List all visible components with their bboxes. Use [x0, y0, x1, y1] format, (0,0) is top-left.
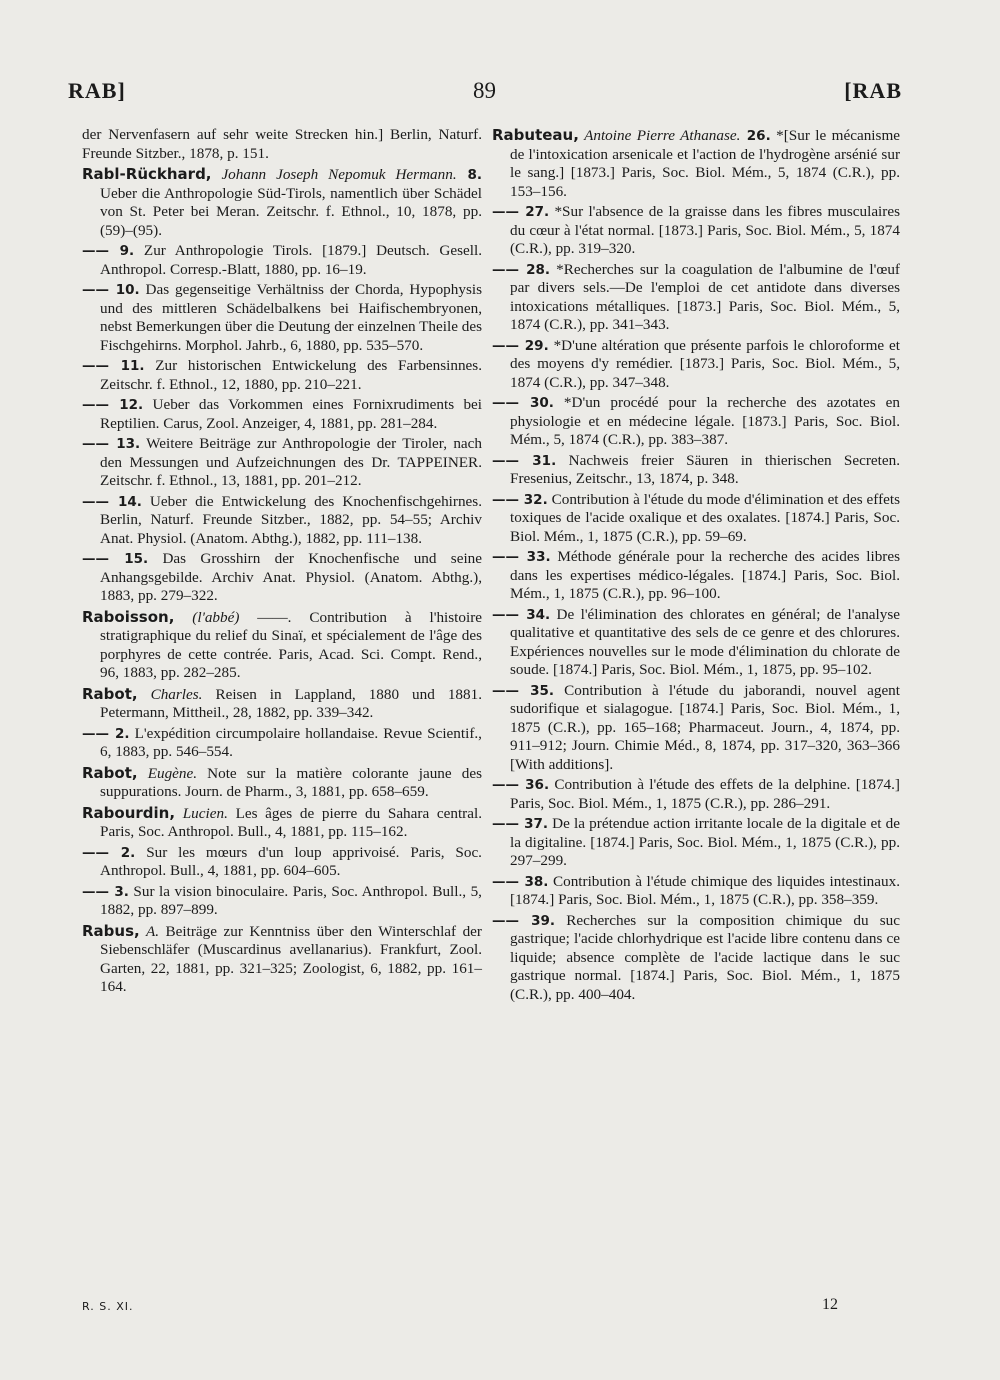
bibliography-entry — [82, 165, 482, 240]
entry-text: De la prétendue action irritante locale de la digitale et de la digitaline. [1874.] Paris, Soc. Biol. Mém., 1, 1875 (C.R.), pp. 297–299. — [510, 815, 900, 869]
entry-text: Zur historischen Entwickelung des Farbensinnes. Zeitschr. f. Ethnol., 12, 1880, pp. 210–221. — [100, 357, 482, 393]
sheet-number: 12 — [822, 1296, 838, 1313]
entry-text: Weitere Beiträge zur Anthropologie der Tiroler, nach den Messungen und Aufzeichnungen des Dr. TAPPEINER. Zeitschr. f. Ethnol., 13, 1881, pp. 201–212. — [100, 435, 482, 489]
bibliography-entry — [82, 550, 482, 606]
entry-num: —— 28. — [492, 261, 550, 278]
entry-num: —— 12. — [82, 397, 144, 413]
entry-text: Beiträge zur Kenntniss über den Winterschlaf der Siebenschläfer (Muscardinus avellanarius). Frankfurt, Zool. Garten, 22, 1881, pp. 321–325; Zoologist, 6, 1882, pp. 161–164. — [100, 922, 482, 995]
entry-text: *Sur l'absence de la graisse dans les fibres musculaires du cœur à l'état normal. [1873.] Paris, Soc. Biol. Mém., 5, 1874 (C.R.), pp. 319–320. — [510, 203, 900, 257]
entry-text: Contribution à l'étude chimique des liquides intestinaux. [1874.] Paris, Soc. Biol. Mém., 1, 1875 (C.R.), pp. 358–359. — [510, 872, 900, 908]
entry-text: *D'une altération que présente parfois le chloroforme et des moyens d'y remédier. [1873.] Paris, Soc. Biol. Mém., 5, 1874 (C.R.), pp. 347–348. — [510, 336, 900, 391]
entry-text: Sur la vision binoculaire. Paris, Soc. Anthropol. Bull., 5, 1882, pp. 897–899. — [100, 882, 482, 918]
entry-text: Ueber die Anthropologie Süd-Tirols, namentlich über Schädel von St. Peter bei Meran. Zeitschr. f. Ethnol., 10, 1878, pp. (59)–(95). — [100, 184, 482, 239]
entry-num: —— 3. — [82, 883, 129, 900]
bibliography-entry — [492, 261, 900, 335]
entry-num: —— 10. — [82, 282, 140, 298]
entry-author: Rabot, — [82, 763, 138, 782]
entry-given: Eugène. — [137, 764, 198, 782]
bibliography-entry — [492, 394, 900, 450]
entry-author: Rabuteau, — [492, 126, 579, 144]
entry-num: —— 36. — [492, 777, 550, 793]
entry-author: Rabus, — [82, 921, 140, 940]
bibliography-entry — [82, 804, 482, 842]
entry-given: Charles. — [137, 685, 203, 703]
entry-num: —— 15. — [82, 551, 149, 567]
bibliography-entry — [82, 883, 482, 920]
entry-num: —— 11. — [82, 358, 145, 374]
entry-author: Rabot, — [82, 684, 138, 703]
entry-text: Méthode générale pour la recherche des acides libres dans les expertises médico-légales. [1874.] Paris, Soc. Biol. Mém., 1, 1875 (C.R.), pp. 96–100. — [510, 548, 901, 602]
entry-text: *[Sur le mécanisme de l'intoxication arsenicale et l'action de l'hydrogène arsénié sur le sang.] [1873.] Paris, Soc. Biol. Mém., 5, 1874 (C.R.), pp. 153–156. — [510, 127, 900, 200]
entry-num: 8. — [456, 167, 482, 183]
bibliography-entry — [492, 452, 900, 489]
entry-text: De l'élimination des chlorates en général; de l'analyse qualitative et quantitative des sels de ce genre et des chlorures. Expériences nouvelles sur le mode d'élimination du chlorate de soude. [1874.] Paris, Soc. Biol. Mém., 1, 1875, pp. 95–102. — [510, 605, 900, 678]
bibliography-entry — [492, 606, 900, 680]
entry-text: Note sur la matière colorante jaune des suppurations. Journ. de Pharm., 3, 1881, pp. 658–659. — [100, 764, 482, 800]
bibliography-entry — [82, 126, 482, 163]
entry-given: A. — [139, 922, 160, 940]
entry-text: *Recherches sur la coagulation de l'albumine de l'œuf par divers sels.—De l'emploi de cet antidote dans diverses intoxications métalliques. [1873.] Paris, Soc. Biol. Mém., 5, 1874 (C.R.), pp. 341–343. — [510, 260, 900, 333]
entry-num: —— 39. — [492, 912, 556, 929]
entry-num: 26. — [740, 128, 771, 144]
entry-num: —— 14. — [82, 493, 142, 510]
entry-num: —— 33. — [492, 549, 551, 565]
left-column — [82, 126, 482, 999]
right-column — [492, 126, 900, 1006]
entry-num: —— 35. — [492, 682, 554, 699]
entry-num: —— 31. — [492, 452, 557, 469]
bibliography-entry — [82, 725, 482, 762]
bibliography-entry — [492, 126, 900, 201]
bibliography-entry — [82, 281, 482, 355]
entry-given: Johann Joseph Nepomuk Hermann. — [211, 166, 457, 183]
bibliography-entry — [82, 242, 482, 279]
entry-given: (l'abbé) — [174, 608, 240, 626]
entry-text: Zur Anthropologie Tirols. [1879.] Deutsch. Gesell. Anthropol. Corresp.-Blatt, 1880, pp. 16–19. — [100, 242, 482, 278]
bibliography-entry — [82, 844, 482, 881]
running-head-left: RAB] — [68, 78, 126, 103]
entry-num: —— 13. — [82, 436, 141, 452]
bibliography-entry — [82, 685, 482, 723]
entry-num: —— 30. — [492, 395, 554, 411]
entry-given: Antoine Pierre Athanase. — [578, 127, 741, 144]
entry-text: Les âges de pierre du Sahara central. Paris, Soc. Anthropol. Bull., 4, 1881, pp. 115–162. — [100, 804, 482, 840]
entry-num: —— 9. — [82, 243, 135, 259]
entry-num: —— 27. — [492, 204, 550, 220]
bibliography-entry — [492, 776, 900, 813]
entry-text: Sur les mœurs d'un loup apprivoisé. Paris, Soc. Anthropol. Bull., 4, 1881, pp. 604–605. — [100, 843, 482, 879]
entry-num: —— 2. — [82, 725, 130, 742]
entry-text: Das gegenseitige Verhältniss der Chorda, Hypophysis und des mittleren Schädelbalkens bei Haifischembryonen, nebst Bemerkungen über die Deutung der einzelnen Theile des Fischgehirns. Morphol. Jahrb., 6, 1880, pp. 535–570. — [100, 281, 482, 354]
bibliography-entry — [82, 493, 482, 549]
entry-num: —— 32. — [492, 491, 548, 508]
bibliography-entry — [492, 337, 900, 393]
entry-text: Das Grosshirn der Knochenfische und seine Anhangsgebilde. Archiv Anat. Physiol. (Anatom. Abthg.), 1883, pp. 279–322. — [100, 550, 482, 604]
entry-text: Contribution à l'étude du jaborandi, nouvel agent sudorifique et sialagogue. [1874.] Paris, Soc. Biol. Mém., 1, 1875 (C.R.), pp. 165–168; Pharmaceut. Journ., 4, 1874, pp. 911–912; Journ. Chimie Méd., 8, 1874, pp. 317–320, 363–366 [With additions]. — [510, 681, 900, 773]
entry-text: Ueber das Vorkommen eines Fornixrudiments bei Reptilien. Carus, Zool. Anzeiger, 4, 1881, pp. 281–284. — [100, 396, 482, 432]
bibliography-entry — [82, 357, 482, 394]
entry-text: ——. Contribution à l'histoire stratigraphique du relief du Sinaï, et spécialement de l'âge des porphyres de cette contrée. Paris, Acad. Sci. Compt. Rend., 96, 1883, pp. 282–285. — [100, 608, 482, 681]
bibliography-entry — [82, 922, 482, 997]
entry-author: Rabourdin, — [82, 803, 176, 822]
entry-author: Raboisson, — [82, 607, 175, 626]
entry-text: Reisen in Lappland, 1880 und 1881. Petermann, Mittheil., 28, 1882, pp. 339–342. — [100, 685, 482, 721]
entry-text: L'expédition circumpolaire hollandaise. Revue Scientif., 6, 1883, pp. 546–554. — [100, 724, 482, 760]
bibliography-entry — [492, 912, 900, 1005]
entry-author: Rabl-Rückhard, — [82, 165, 212, 183]
entry-num: —— 38. — [492, 873, 549, 890]
bibliography-entry — [492, 203, 900, 259]
bibliography-entry — [492, 491, 900, 547]
entry-given: Lucien. — [175, 804, 228, 822]
bibliography-entry — [492, 815, 900, 871]
running-head-right: [RAB — [844, 78, 902, 103]
bibliography-entry — [492, 873, 900, 910]
bibliography-entry — [82, 608, 482, 683]
entry-text: Ueber die Entwickelung des Knochenfischgehirnes. Berlin, Naturf. Freunde Sitzber., 1882, pp. 54–55; Archiv Anat. Physiol. (Anatom. Abthg.), 1882, pp. 111–138. — [100, 492, 482, 547]
entry-num: —— 2. — [82, 844, 136, 861]
entry-num: —— 29. — [492, 337, 549, 354]
entry-num: —— 34. — [492, 606, 551, 623]
bibliography-entry — [492, 682, 900, 775]
entry-text: *D'un procédé pour la recherche des azotates en physiologie et en médecine légale. [1873.] Paris, Soc. Biol. Mém., 5, 1874 (C.R.), pp. 383–387. — [510, 394, 900, 448]
entry-text: Recherches sur la composition chimique du suc gastrique; l'acide chlorhydrique est l'acide libre contenu dans ce liquide; absence complète de l'acide lactique dans le suc gastrique normal. [1874.] Paris, Soc. Biol. Mém., 1, 1875 (C.R.), pp. 400–404. — [510, 911, 900, 1003]
bibliography-entry — [492, 548, 900, 604]
signature-mark: R. S. XI. — [82, 1300, 134, 1313]
entry-text: Nachweis freier Säuren in thierischen Secreten. Fresenius, Zeitschr., 13, 1874, p. 348. — [510, 451, 901, 487]
bibliography-entry — [82, 435, 482, 491]
bibliography-entry — [82, 396, 482, 433]
bibliography-entry — [82, 764, 482, 802]
entry-text: der Nervenfasern auf sehr weite Strecken hin.] Berlin, Naturf. Freunde Sitzber., 1878, p. 151. — [82, 126, 482, 162]
page-number: 89 — [473, 78, 496, 103]
entry-num: —— 37. — [492, 816, 548, 832]
entry-text: Contribution à l'étude des effets de la delphine. [1874.] Paris, Soc. Biol. Mém., 1, 1875 (C.R.), pp. 286–291. — [510, 776, 900, 812]
entry-text: Contribution à l'étude du mode d'élimination et des effets toxiques de l'acide oxalique et des oxalates. [1874.] Paris, Soc. Biol. Mém., 1, 1875 (C.R.), pp. 59–69. — [510, 490, 900, 545]
